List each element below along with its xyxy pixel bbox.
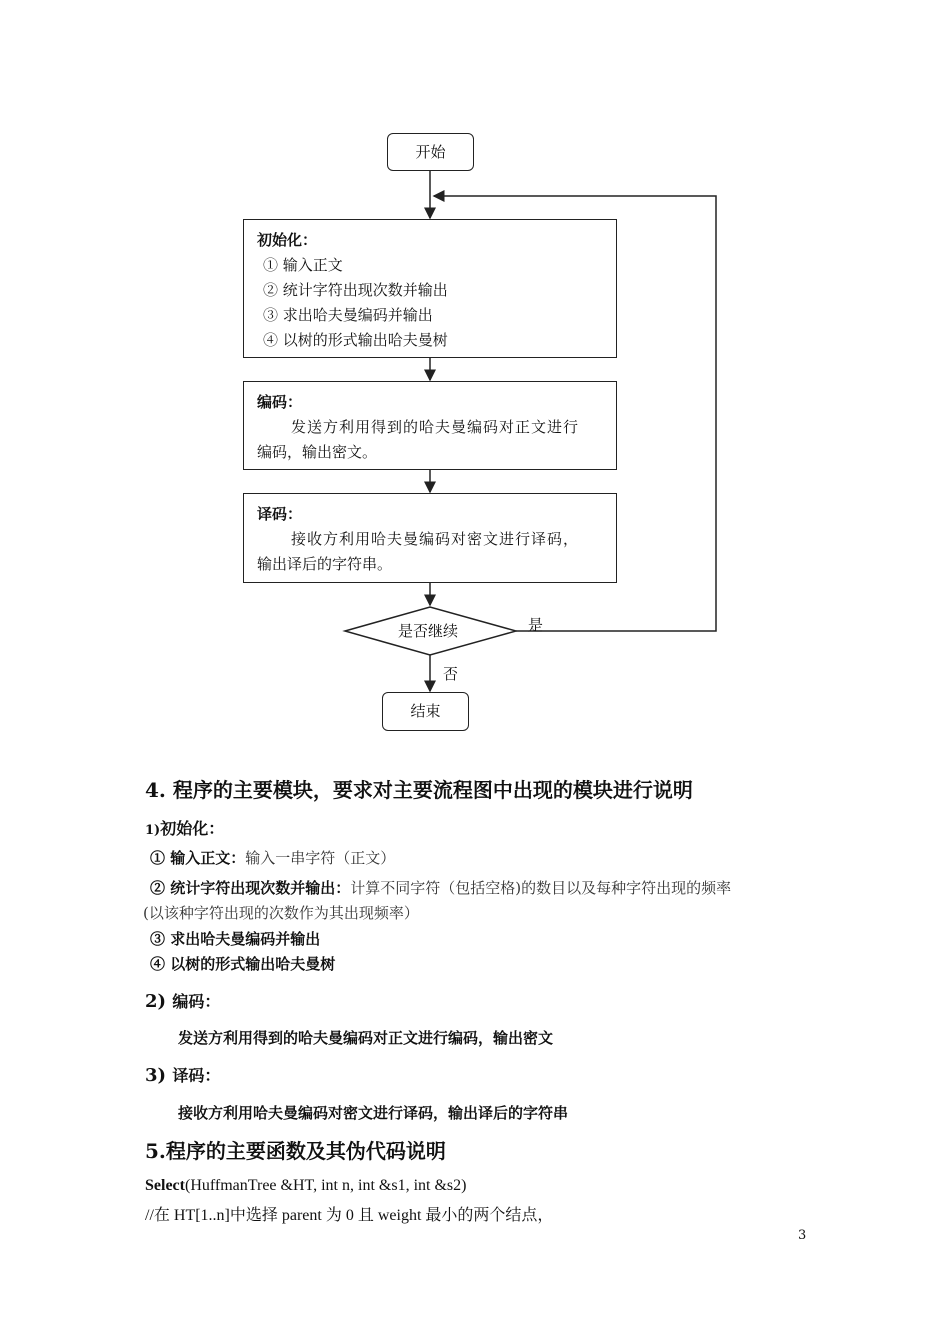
sub1-title: 初始化： bbox=[160, 819, 225, 838]
item3: ③ 求出哈夫曼编码并输出 bbox=[150, 930, 321, 948]
select-name: Select bbox=[145, 1177, 185, 1194]
item2 bbox=[150, 877, 820, 898]
init-item: ② 统计字符出现次数并输出 bbox=[263, 281, 448, 299]
item1-text: 输入一串字符（正文） bbox=[245, 849, 396, 867]
end-node: 结束 bbox=[382, 692, 469, 731]
sub2-title: 编码： bbox=[172, 992, 221, 1011]
select-signature bbox=[145, 1177, 825, 1195]
decode-line: 输出译后的字符串。 bbox=[257, 555, 393, 573]
init-item: ③ 求出哈夫曼编码并输出 bbox=[263, 306, 433, 324]
yes-label: 是 bbox=[528, 616, 544, 634]
sub1-heading bbox=[145, 816, 825, 839]
item1 bbox=[150, 847, 830, 868]
sub3-title: 译码： bbox=[172, 1066, 221, 1085]
init-title: 初始化： bbox=[257, 231, 318, 249]
decode-line: 接收方利用哈夫曼编码对密文进行译码， bbox=[291, 530, 580, 548]
item2-label: ② 统计字符出现次数并输出： bbox=[150, 879, 351, 897]
section4-heading: 4. 程序的主要模块，要求对主要流程图中出现的模块进行说明 bbox=[145, 778, 693, 802]
sub3-heading bbox=[145, 1063, 825, 1086]
encode-box bbox=[243, 381, 617, 470]
select-comment: //在 HT[1..n]中选择 parent 为 0 且 weight 最小的两个结点， bbox=[145, 1207, 554, 1224]
sub3-text: 接收方利用哈夫曼编码对密文进行译码，输出译后的字符串 bbox=[178, 1104, 569, 1122]
select-params: (HuffmanTree &HT, int n, int &s1, int &s2) bbox=[184, 1177, 467, 1194]
item2-text: 计算不同字符（包括空格)的数目以及每种字符出现的频率 bbox=[350, 879, 732, 897]
sub2-num: 2) bbox=[145, 991, 167, 1012]
sub2-heading bbox=[145, 989, 825, 1012]
encode-title: 编码： bbox=[257, 393, 303, 411]
page-number: 3 bbox=[798, 1228, 807, 1243]
encode-line: 发送方利用得到的哈夫曼编码对正文进行 bbox=[291, 418, 580, 436]
init-item: ④ 以树的形式输出哈夫曼树 bbox=[263, 331, 448, 349]
decode-title: 译码： bbox=[257, 505, 303, 523]
item2-cont: (以该种字符出现的次数作为其出现频率） bbox=[143, 904, 419, 922]
sub1-num: 1) bbox=[145, 823, 161, 838]
start-node: 开始 bbox=[387, 133, 474, 171]
item1-label: ① 输入正文： bbox=[150, 849, 246, 867]
init-item: ① 输入正文 bbox=[263, 256, 343, 274]
no-label: 否 bbox=[443, 665, 459, 683]
encode-line: 编码，输出密文。 bbox=[257, 443, 378, 461]
sub3-num: 3) bbox=[145, 1065, 167, 1086]
decision-label: 是否继续 bbox=[398, 622, 459, 640]
sub2-text: 发送方利用得到的哈夫曼编码对正文进行编码，输出密文 bbox=[178, 1029, 554, 1047]
decode-box bbox=[243, 493, 617, 583]
section5-heading: 5.程序的主要函数及其伪代码说明 bbox=[145, 1139, 446, 1163]
item4: ④ 以树的形式输出哈夫曼树 bbox=[150, 955, 336, 973]
init-box bbox=[243, 219, 617, 358]
